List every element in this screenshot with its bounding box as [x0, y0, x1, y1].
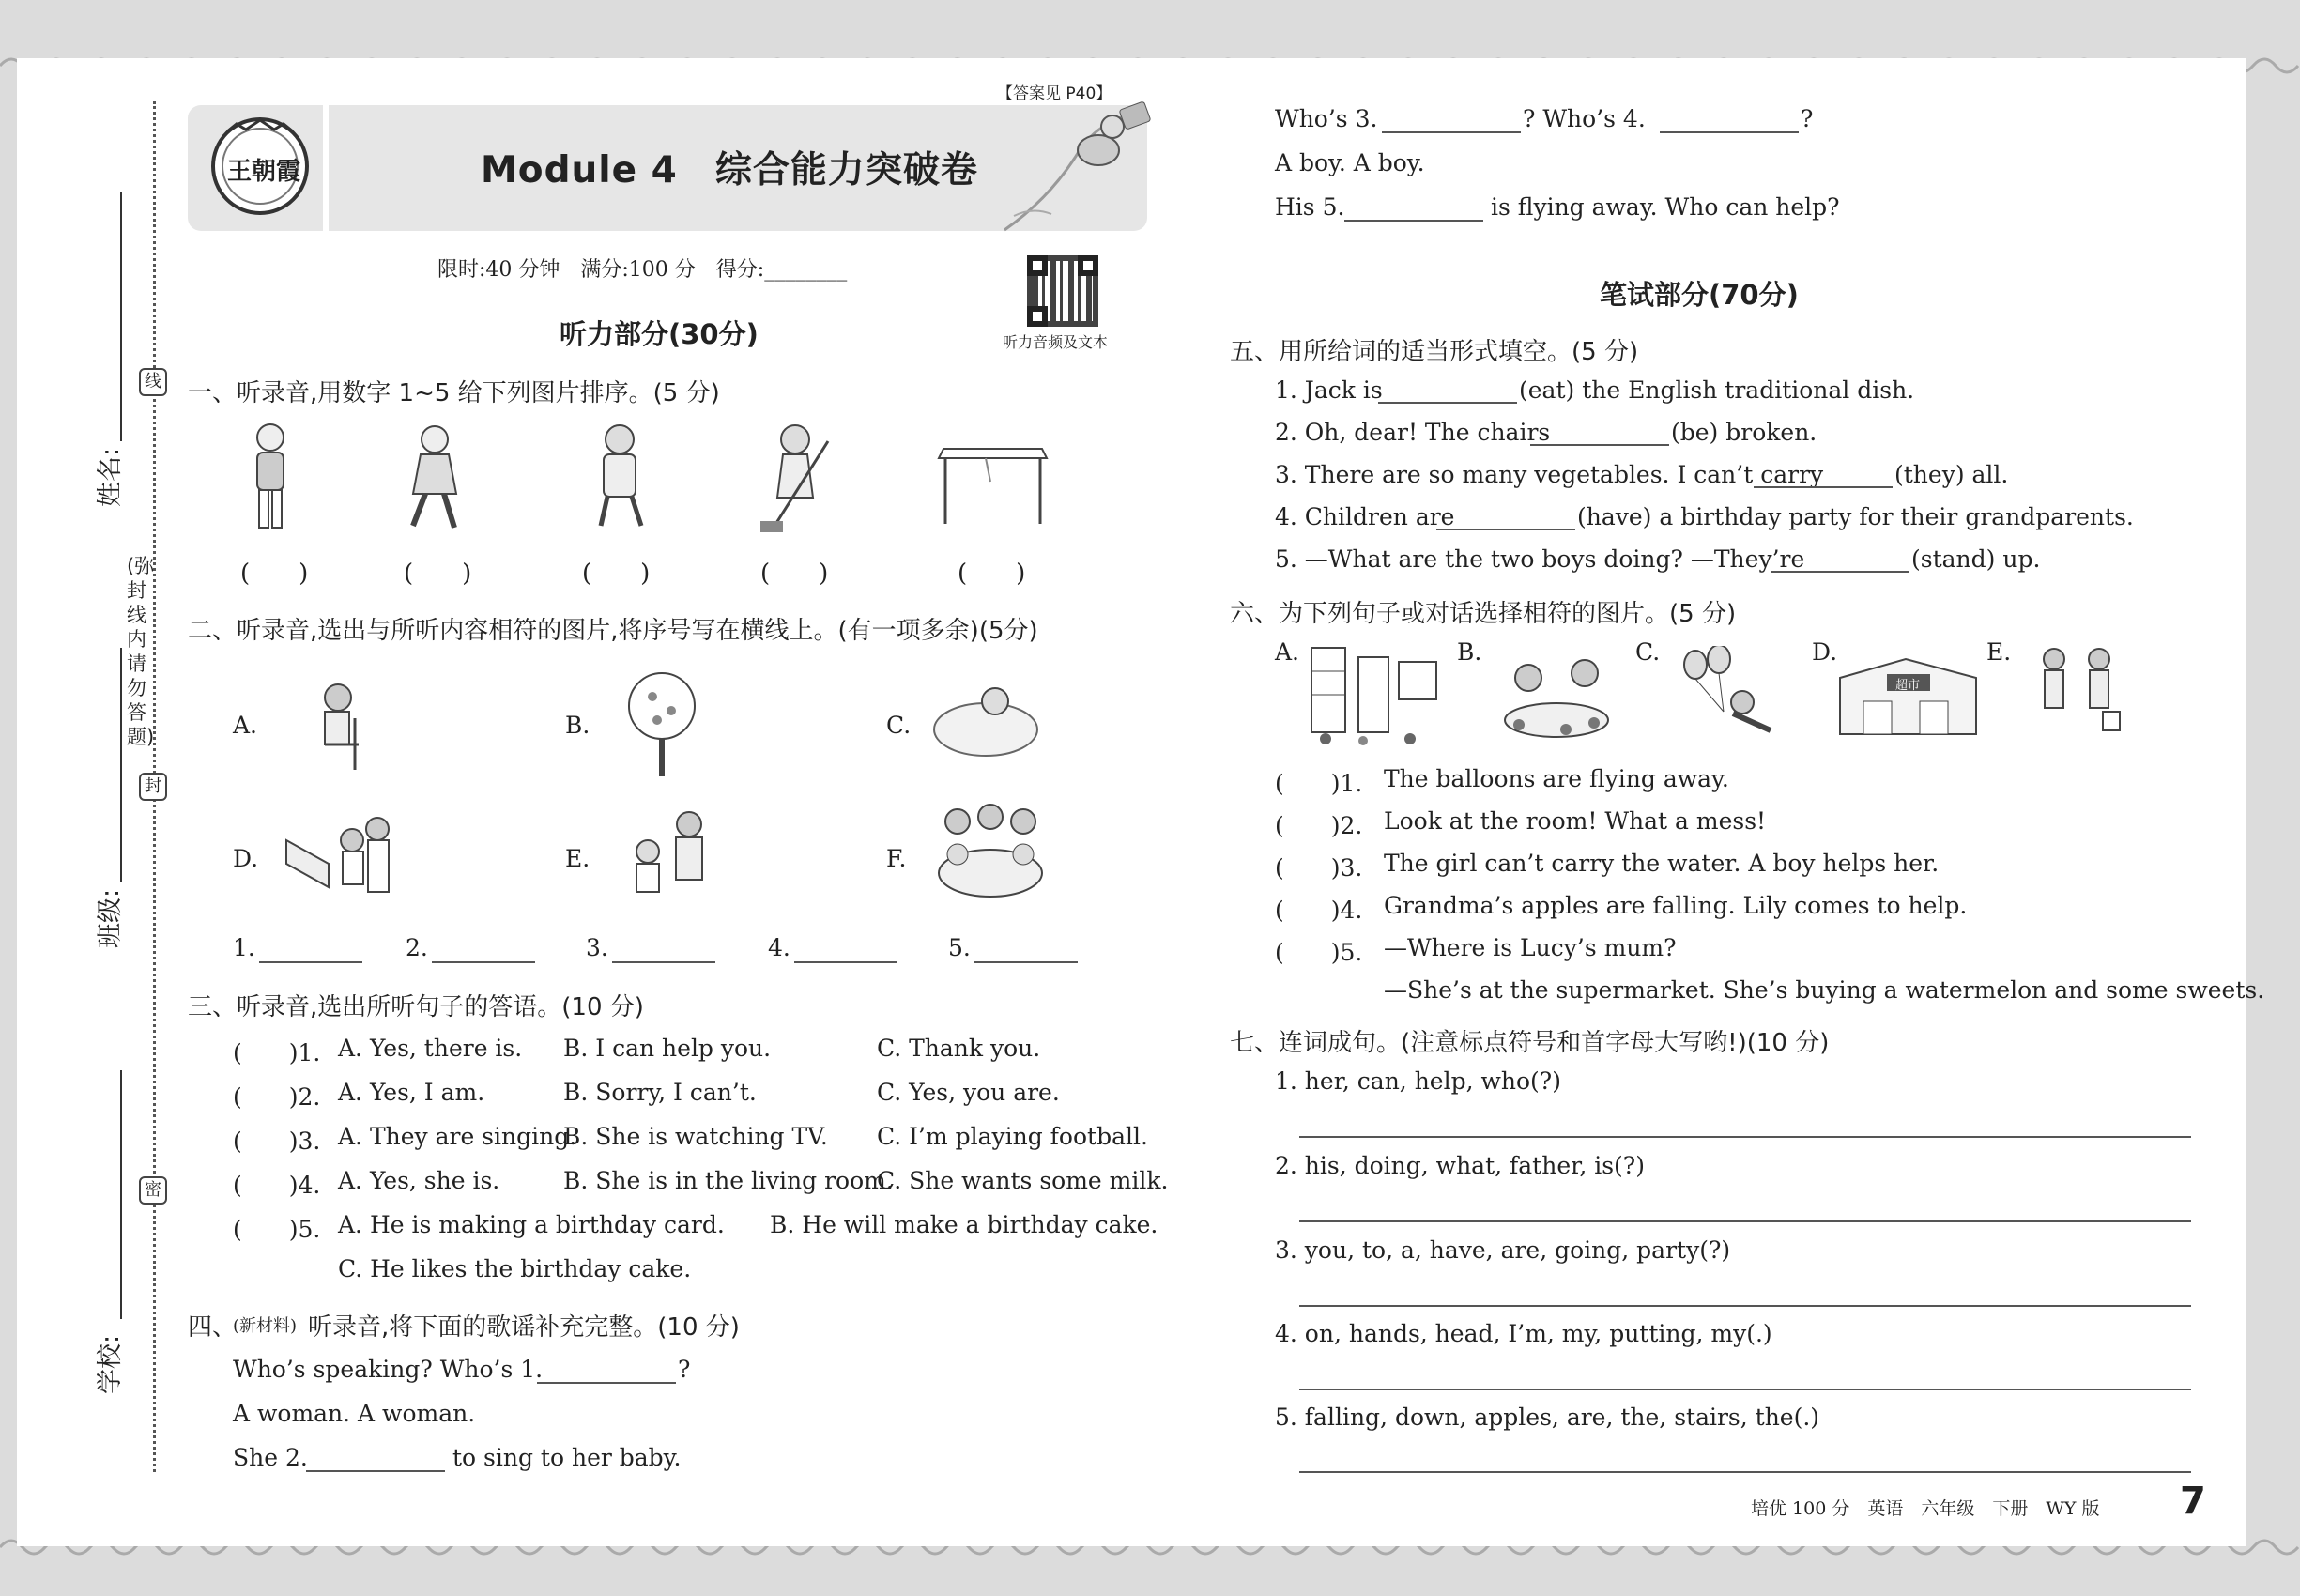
q6-title: 六、为下列句子或对话选择相符的图片。(5 分)	[1230, 600, 1737, 628]
q3-title: 三、听录音,选出所听句子的答语。(10 分)	[188, 993, 644, 1021]
q5-blank-1[interactable]	[1378, 402, 1517, 404]
q2-option-f: F.	[886, 845, 907, 872]
banner-divider	[323, 105, 329, 231]
q3-item-3-b: B. She is watching TV.	[563, 1123, 828, 1150]
q3-item-5-a: A. He is making a birthday card.	[338, 1211, 725, 1238]
q6-item-5-reply: —She’s at the supermarket. She’s buying a watermelon and some sweets.	[1384, 976, 2265, 1004]
q4-line-4-end: ?	[1801, 105, 1814, 132]
q4-line-3: She 2.	[233, 1444, 308, 1471]
qr-caption: 听力音频及文本	[1003, 333, 1109, 351]
q6-option-e: E.	[1986, 638, 2012, 666]
q2-option-b: B.	[565, 712, 590, 739]
q6-item-1-number[interactable]: ( )1.	[1275, 770, 1363, 797]
q7-item-4: 4. on, hands, head, I’m, my, putting, my(.)	[1275, 1320, 1772, 1347]
q5-item-2-pre: 2. Oh, dear! The chairs	[1275, 419, 1551, 446]
q6-option-a: A.	[1275, 638, 1300, 666]
q2-blank-5[interactable]	[974, 961, 1078, 963]
written-section-title: 笔试部分(70分)	[1600, 279, 1799, 311]
q4-line-6-end: is flying away. Who can help?	[1491, 193, 1840, 221]
q4-blank-5[interactable]	[1344, 220, 1483, 222]
q7-answer-line-1[interactable]	[1299, 1136, 2191, 1138]
q4-blank-1[interactable]	[537, 1382, 676, 1384]
q2-blank-3-label: 3.	[586, 934, 608, 961]
page-number: 7	[2180, 1480, 2206, 1523]
q3-item-2-c: C. Yes, you are.	[877, 1079, 1060, 1106]
q4-title-number: 四、	[188, 1313, 238, 1342]
q4-line-5: A boy. A boy.	[1275, 149, 1425, 176]
q2-option-e: E.	[565, 845, 590, 872]
q7-item-1: 1. her, can, help, who(?)	[1275, 1067, 1561, 1095]
q2-picture-a	[300, 681, 371, 775]
q1-title: 一、听录音,用数字 1~5 给下列图片排序。(5 分)	[188, 379, 720, 407]
qr-corner-icon	[1078, 255, 1098, 276]
q3-item-3-c: C. I’m playing football.	[877, 1123, 1148, 1150]
q1-answer-2[interactable]: ( )	[404, 560, 472, 588]
q4-line-6: His 5.	[1275, 193, 1345, 221]
q3-item-4-a: A. Yes, she is.	[338, 1167, 500, 1194]
seal-stamp-line: 线	[139, 368, 167, 396]
q6-item-2-text: Look at the room! What a mess!	[1384, 807, 1767, 835]
q2-blank-1-label: 1.	[233, 934, 255, 961]
q4-blank-2[interactable]	[306, 1470, 445, 1472]
q6-item-4-text: Grandma’s apples are falling. Lily comes to help.	[1384, 892, 1968, 919]
q6-option-c: C.	[1635, 638, 1661, 666]
q5-title: 五、用所给词的适当形式填空。(5 分)	[1230, 338, 1639, 366]
q5-item-2-post: (be) broken.	[1671, 419, 1817, 446]
q2-title: 二、听录音,选出与所听内容相符的图片,将序号写在横线上。(有一项多余)(5分)	[188, 617, 1038, 645]
time-limits: 限时:40 分钟 满分:100 分 得分:________	[437, 258, 848, 282]
school-field[interactable]	[120, 1070, 122, 1319]
q4-line-1: Who’s speaking? Who’s 1.	[233, 1356, 544, 1383]
q6-item-3-text: The girl can’t carry the water. A boy helps her.	[1384, 850, 1940, 877]
q5-item-1-pre: 1. Jack is	[1275, 376, 1383, 404]
name-label: 姓名:	[96, 447, 125, 507]
q2-picture-e	[621, 809, 715, 908]
q3-item-2-a: A. Yes, I am.	[338, 1079, 485, 1106]
school-label: 学校:	[96, 1334, 125, 1394]
q4-blank-4[interactable]	[1660, 131, 1799, 133]
q6-picture-a-messy-room	[1307, 643, 1440, 748]
q5-item-4-pre: 4. Children are	[1275, 503, 1455, 530]
logo-text: 王朝霞	[227, 158, 301, 186]
q5-item-5-pre: 5. —What are the two boys doing? —They’re	[1275, 545, 1805, 573]
q3-item-1-c: C. Thank you.	[877, 1035, 1041, 1062]
name-field[interactable]	[120, 192, 122, 441]
q1-picture-girl-sitting	[587, 422, 652, 535]
page-title: Module 4 综合能力突破卷	[481, 149, 978, 192]
q2-option-a: A.	[233, 712, 258, 739]
q2-blank-4-label: 4.	[768, 934, 790, 961]
q2-blank-2-label: 2.	[406, 934, 428, 961]
q4-new-material-tag: (新材料)	[233, 1316, 298, 1336]
q6-option-b: B.	[1457, 638, 1482, 666]
q3-item-5-number[interactable]: ( )5.	[233, 1216, 321, 1243]
q3-item-4-number[interactable]: ( )4.	[233, 1172, 321, 1199]
q6-item-5-number[interactable]: ( )5.	[1275, 939, 1363, 966]
q3-item-3-number[interactable]: ( )3.	[233, 1128, 321, 1155]
q3-item-1-a: A. Yes, there is.	[338, 1035, 523, 1062]
q5-blank-3[interactable]	[1754, 486, 1893, 488]
class-field[interactable]	[120, 648, 122, 882]
q6-picture-e-carrying-water	[2026, 646, 2129, 740]
q6-picture-c-balloons	[1677, 646, 1789, 740]
q1-picture-girl-mopping	[753, 422, 837, 540]
footer-book-info: 培优 100 分 英语 六年级 下册 WY 版	[1751, 1498, 2100, 1519]
q4-blank-3[interactable]	[1382, 131, 1521, 133]
q6-picture-d-supermarket	[1835, 650, 1981, 739]
q5-blank-5[interactable]	[1771, 571, 1909, 573]
q7-answer-line-5[interactable]	[1299, 1471, 2191, 1473]
q6-option-d: D.	[1812, 638, 1838, 666]
class-label: 班级:	[96, 888, 125, 948]
q1-picture-boy	[242, 421, 299, 538]
q1-answer-1[interactable]: ( )	[240, 560, 309, 588]
seal-note: (弥封线内请勿答题)	[127, 555, 155, 748]
publisher-logo	[208, 115, 312, 218]
q5-item-1-post: (eat) the English traditional dish.	[1519, 376, 1915, 404]
q6-item-3-number[interactable]: ( )3.	[1275, 854, 1363, 882]
q7-answer-line-2[interactable]	[1299, 1220, 2191, 1222]
q6-item-2-number[interactable]: ( )2.	[1275, 812, 1363, 839]
q3-item-5-b: B. He will make a birthday cake.	[770, 1211, 1158, 1238]
q5-blank-2[interactable]	[1530, 444, 1669, 446]
q4-line-1-end: ?	[678, 1356, 691, 1383]
answer-reference: 【答案见 P40】	[997, 84, 1112, 103]
q2-blank-5-label: 5.	[948, 934, 971, 961]
seal-stamp-dense: 密	[139, 1176, 167, 1205]
q6-item-4-number[interactable]: ( )4.	[1275, 897, 1363, 924]
q7-title: 七、连词成句。(注意标点符号和首字母大写哟!)(10 分)	[1230, 1029, 1830, 1057]
q3-item-1-b: B. I can help you.	[563, 1035, 772, 1062]
q4-title: 听录音,将下面的歌谣补充完整。(10 分)	[308, 1313, 740, 1342]
q3-item-5-c: C. He likes the birthday cake.	[338, 1255, 692, 1282]
q5-item-4-post: (have) a birthday party for their grandparents.	[1577, 503, 2134, 530]
q5-item-5-post: (stand) up.	[1911, 545, 2041, 573]
q1-answer-5[interactable]: ( )	[958, 560, 1026, 588]
q7-answer-line-4[interactable]	[1299, 1389, 2191, 1390]
q2-picture-b	[620, 668, 704, 781]
q7-item-2: 2. his, doing, what, father, is(?)	[1275, 1152, 1645, 1179]
q6-item-1-text: The balloons are flying away.	[1384, 765, 1729, 792]
q6-item-5-text: —Where is Lucy’s mum?	[1384, 934, 1677, 961]
q1-answer-3[interactable]: ( )	[582, 560, 651, 588]
qr-corner-icon	[1027, 306, 1048, 327]
q2-blank-2[interactable]	[432, 961, 535, 963]
q7-item-5: 5. falling, down, apples, are, the, stairs, the(.)	[1275, 1404, 1820, 1431]
q3-item-2-b: B. Sorry, I can’t.	[563, 1079, 757, 1106]
q2-blank-4[interactable]	[794, 961, 897, 963]
q2-blank-3[interactable]	[612, 961, 715, 963]
q3-item-1-number[interactable]: ( )1.	[233, 1039, 321, 1067]
q4-line-2: A woman. A woman.	[233, 1400, 476, 1427]
q2-blank-1[interactable]	[259, 961, 362, 963]
q3-item-2-number[interactable]: ( )2.	[233, 1083, 321, 1111]
q1-answer-4[interactable]: ( )	[760, 560, 829, 588]
q6-picture-b-apples-falling	[1491, 650, 1622, 744]
seal-stamp-seal: 封	[139, 773, 167, 801]
q2-picture-f	[929, 803, 1051, 906]
q4-line-4: Who’s 3.	[1275, 105, 1378, 132]
q3-item-3-a: A. They are singing.	[338, 1123, 577, 1150]
q5-item-3-pre: 3. There are so many vegetables. I can’t carry	[1275, 461, 1824, 488]
decor-illustration	[995, 94, 1164, 235]
q2-picture-c	[929, 678, 1042, 762]
q2-picture-d	[282, 812, 399, 906]
q2-option-c: C.	[886, 712, 912, 739]
q7-item-3: 3. you, to, a, have, are, going, party(?)	[1275, 1236, 1731, 1264]
q4-line-3-end: to sing to her baby.	[452, 1444, 682, 1471]
qr-corner-icon	[1027, 255, 1048, 276]
listening-section-title: 听力部分(30分)	[560, 318, 759, 350]
q5-blank-4[interactable]	[1436, 529, 1575, 530]
supermarket-sign: 超市	[1895, 679, 1921, 693]
q2-option-d: D.	[233, 845, 259, 872]
q1-picture-girl-running	[392, 422, 477, 535]
q3-item-4-b: B. She is in the living room.	[563, 1167, 894, 1194]
q4-line-4-mid: ? Who’s 4.	[1523, 105, 1646, 132]
q7-answer-line-3[interactable]	[1299, 1305, 2191, 1307]
q3-item-4-c: C. She wants some milk.	[877, 1167, 1169, 1194]
q1-picture-table	[934, 430, 1051, 529]
q5-item-3-post: (they) all.	[1894, 461, 2009, 488]
